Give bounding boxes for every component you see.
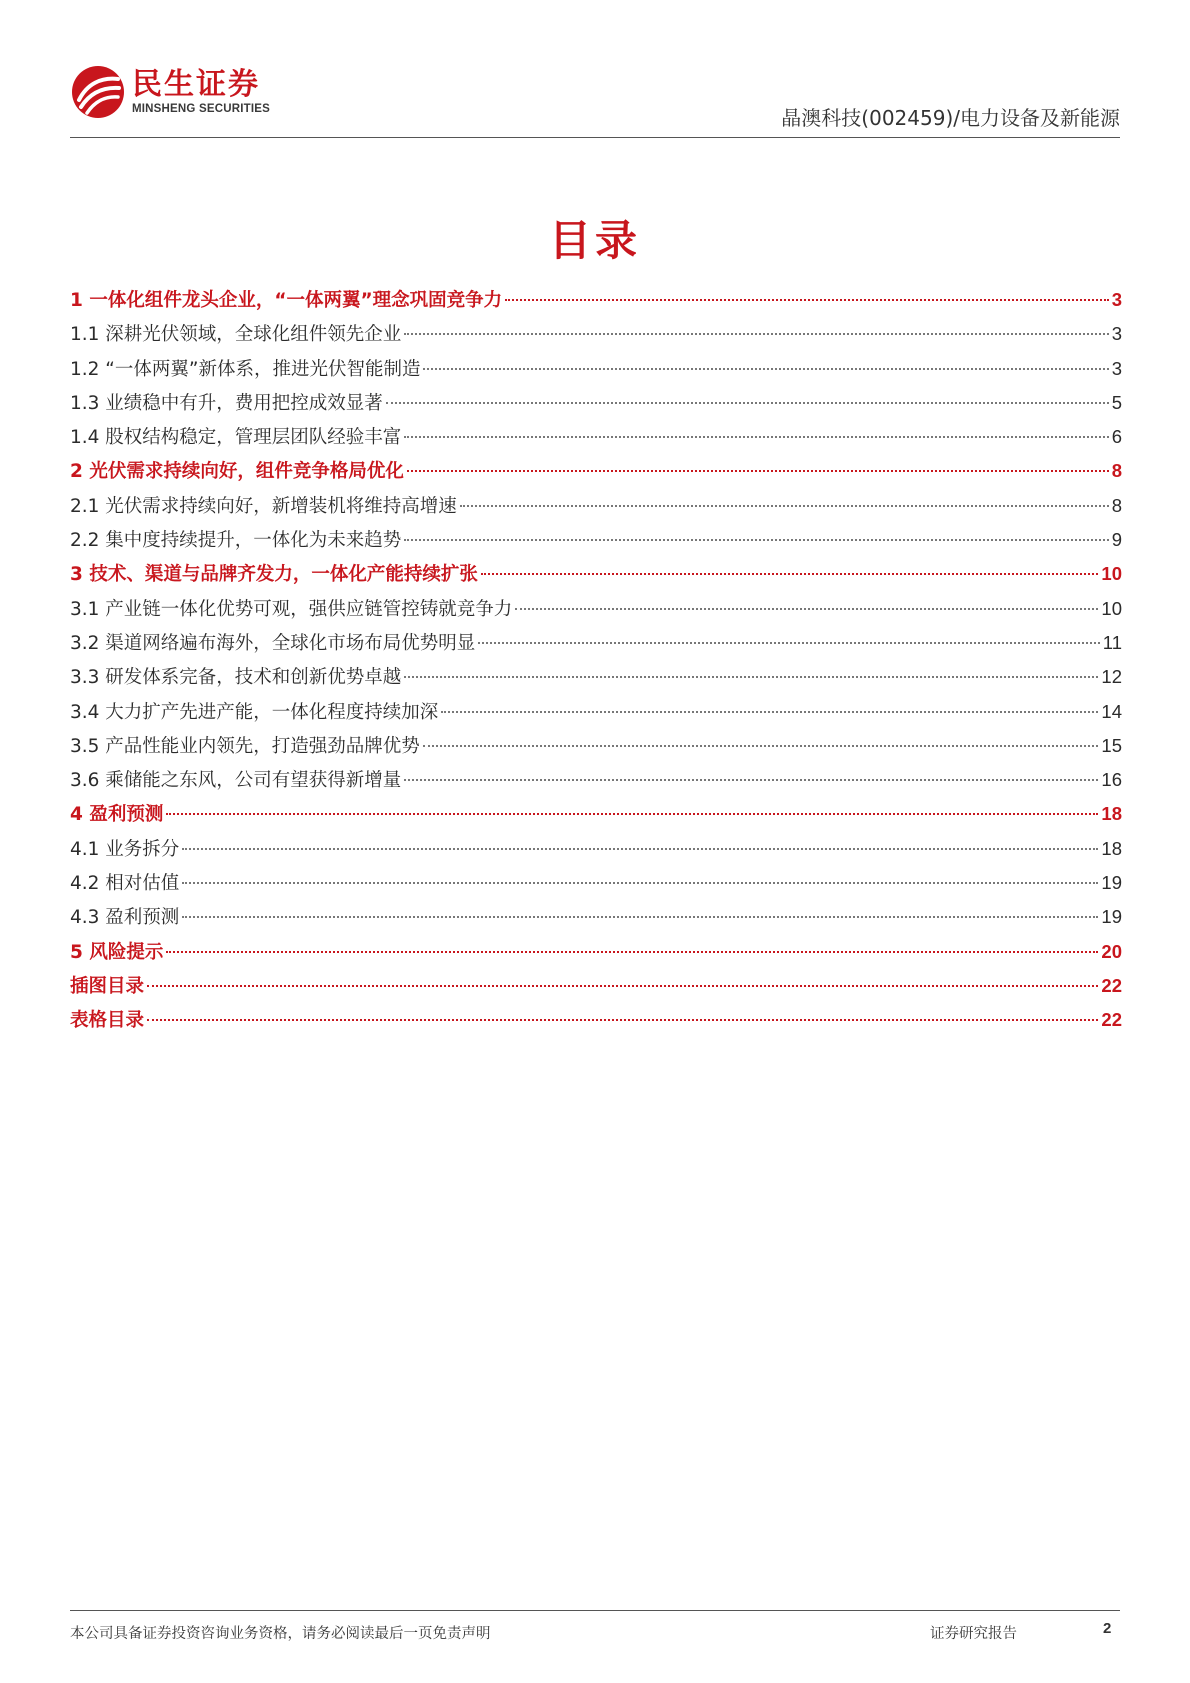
- toc-entry[interactable]: [70, 938, 1122, 972]
- logo-english-name: MINSHENG SECURITIES: [132, 103, 270, 115]
- toc-entry-label[interactable]: 表格目录: [70, 1010, 145, 1032]
- toc-entry-page[interactable]: 10: [1101, 597, 1122, 619]
- toc-entry[interactable]: [70, 423, 1122, 457]
- toc-entry-label[interactable]: 1 一体化组件龙头企业，“一体两翼”理念巩固竞争力: [70, 290, 503, 311]
- report-subject: 晶澳科技(002459)/电力设备及新能源: [781, 106, 1120, 130]
- toc-entry-label[interactable]: 3 技术、渠道与品牌齐发力，一体化产能持续扩张: [70, 564, 478, 586]
- toc-dot-leader: [481, 573, 1099, 575]
- page-title: 目录: [548, 216, 641, 265]
- toc-dot-leader: [404, 676, 1098, 678]
- toc-dot-leader: [407, 470, 1109, 472]
- toc-entry-label[interactable]: 3.2 渠道网络遍布海外，全球化市场布局优势明显: [70, 632, 476, 654]
- toc-entry-label[interactable]: 4.1 业务拆分: [70, 838, 180, 860]
- toc-dot-leader: [515, 608, 1098, 610]
- toc-entry-page[interactable]: 22: [1101, 974, 1122, 996]
- toc-dot-leader: [404, 436, 1108, 438]
- toc-entry-page[interactable]: 5: [1111, 391, 1122, 413]
- toc-entry-label[interactable]: 1.4 股权结构稳定，管理层团队经验丰富: [70, 427, 402, 449]
- toc-entry[interactable]: [70, 595, 1122, 629]
- toc-entry[interactable]: [70, 972, 1122, 1006]
- toc-entry[interactable]: [70, 835, 1122, 869]
- toc-entry-page[interactable]: 3: [1111, 357, 1122, 379]
- toc-entry-label[interactable]: 4.2 相对估值: [70, 873, 180, 895]
- toc-entry-page[interactable]: 8: [1111, 494, 1122, 516]
- toc-dot-leader: [404, 539, 1108, 541]
- toc-dot-leader: [166, 813, 1098, 815]
- toc-entry-label[interactable]: 1.1 深耕光伏领域，全球化组件领先企业: [70, 324, 402, 346]
- toc-entry[interactable]: [70, 286, 1122, 320]
- toc-dot-leader: [441, 711, 1098, 713]
- toc-dot-leader: [182, 916, 1098, 918]
- toc-entry-label[interactable]: 2 光伏需求持续向好，组件竞争格局优化: [70, 461, 404, 483]
- toc-entry-label[interactable]: 2.2 集中度持续提升，一体化为未来趋势: [70, 530, 402, 552]
- toc-entry[interactable]: [70, 492, 1122, 526]
- toc-entry-page[interactable]: 19: [1101, 906, 1122, 928]
- toc-entry[interactable]: [70, 457, 1122, 491]
- toc-entry[interactable]: [70, 389, 1122, 423]
- toc-entry-label[interactable]: 2.1 光伏需求持续向好，新增装机将维持高增速: [70, 495, 457, 517]
- toc-entry-page[interactable]: 9: [1111, 529, 1122, 551]
- toc-entry[interactable]: [70, 1006, 1122, 1040]
- toc-entry-label[interactable]: 3.3 研发体系完备，技术和创新优势卓越: [70, 667, 402, 689]
- toc-entry[interactable]: [70, 698, 1122, 732]
- toc-entry-page[interactable]: 14: [1101, 700, 1122, 722]
- toc-entry[interactable]: [70, 800, 1122, 834]
- toc-dot-leader: [505, 299, 1109, 301]
- toc-entry-page[interactable]: 16: [1101, 769, 1122, 791]
- toc-entry-label[interactable]: 插图目录: [70, 975, 145, 997]
- toc-entry[interactable]: [70, 526, 1122, 560]
- toc-entry[interactable]: [70, 560, 1122, 594]
- toc-entry-page[interactable]: 11: [1102, 631, 1122, 653]
- toc-dot-leader: [182, 848, 1098, 850]
- toc-entry-page[interactable]: 12: [1101, 666, 1122, 688]
- toc-entry[interactable]: [70, 355, 1122, 389]
- toc-entry-page[interactable]: 8: [1111, 460, 1122, 482]
- toc-dot-leader: [423, 368, 1108, 370]
- toc-entry-label[interactable]: 4.3 盈利预测: [70, 907, 180, 929]
- toc-dot-leader: [423, 745, 1099, 747]
- toc-entry[interactable]: [70, 320, 1122, 354]
- toc-dot-leader: [478, 642, 1099, 644]
- toc-entry[interactable]: [70, 629, 1122, 663]
- toc-dot-leader: [147, 1019, 1098, 1021]
- toc-entry-page[interactable]: 18: [1101, 837, 1122, 859]
- toc-dot-leader: [404, 779, 1098, 781]
- toc-entry-label[interactable]: 5 风险提示: [70, 941, 164, 963]
- toc-entry-label[interactable]: 4 盈利预测: [70, 804, 164, 826]
- footer-divider: [70, 1610, 1120, 1611]
- toc-entry-page[interactable]: 3: [1111, 289, 1122, 310]
- toc-entry[interactable]: [70, 869, 1122, 903]
- toc-entry-label[interactable]: 1.2 “一体两翼”新体系，推进光伏智能制造: [70, 358, 421, 380]
- footer-disclaimer: 本公司具备证券投资咨询业务资格，请务必阅读最后一页免责声明: [70, 1626, 491, 1642]
- toc-dot-leader: [404, 333, 1108, 335]
- page-header: [70, 64, 1120, 140]
- toc-entry-page[interactable]: 18: [1101, 803, 1122, 825]
- toc-entry-page[interactable]: 20: [1101, 940, 1122, 962]
- footer-report-type: 证券研究报告: [930, 1626, 1017, 1642]
- toc-entry-page[interactable]: 15: [1101, 734, 1122, 756]
- minsheng-logo-icon: [70, 64, 126, 120]
- toc-entry-page[interactable]: 6: [1111, 426, 1122, 448]
- toc-entry[interactable]: [70, 903, 1122, 937]
- toc-entry-page[interactable]: 3: [1111, 323, 1122, 345]
- toc-entry-label[interactable]: 3.5 产品性能业内领先，打造强劲品牌优势: [70, 735, 420, 757]
- toc-entry-label[interactable]: 3.6 乘储能之东风，公司有望获得新增量: [70, 770, 402, 792]
- toc-entry-label[interactable]: 1.3 业绩稳中有升，费用把控成效显著: [70, 392, 383, 414]
- toc-entry-page[interactable]: 22: [1101, 1009, 1122, 1031]
- toc-dot-leader: [386, 402, 1109, 404]
- logo-chinese-name: 民生证券: [132, 67, 260, 102]
- toc-entry-label[interactable]: 3.1 产业链一体化优势可观，强供应链管控铸就竞争力: [70, 598, 513, 620]
- toc-entry[interactable]: [70, 732, 1122, 766]
- company-logo: [70, 64, 270, 120]
- toc-dot-leader: [460, 505, 1109, 507]
- page-number: 2: [1103, 1620, 1112, 1637]
- toc-dot-leader: [182, 882, 1098, 884]
- toc-entry-label[interactable]: 3.4 大力扩产先进产能，一体化程度持续加深: [70, 701, 439, 723]
- toc-entry-page[interactable]: 10: [1101, 563, 1122, 585]
- table-of-contents: [70, 286, 1122, 1041]
- toc-dot-leader: [147, 985, 1098, 987]
- header-divider: [70, 137, 1120, 138]
- toc-dot-leader: [166, 951, 1098, 953]
- toc-entry-page[interactable]: 19: [1101, 872, 1122, 894]
- toc-entry[interactable]: [70, 766, 1122, 800]
- toc-entry[interactable]: [70, 663, 1122, 697]
